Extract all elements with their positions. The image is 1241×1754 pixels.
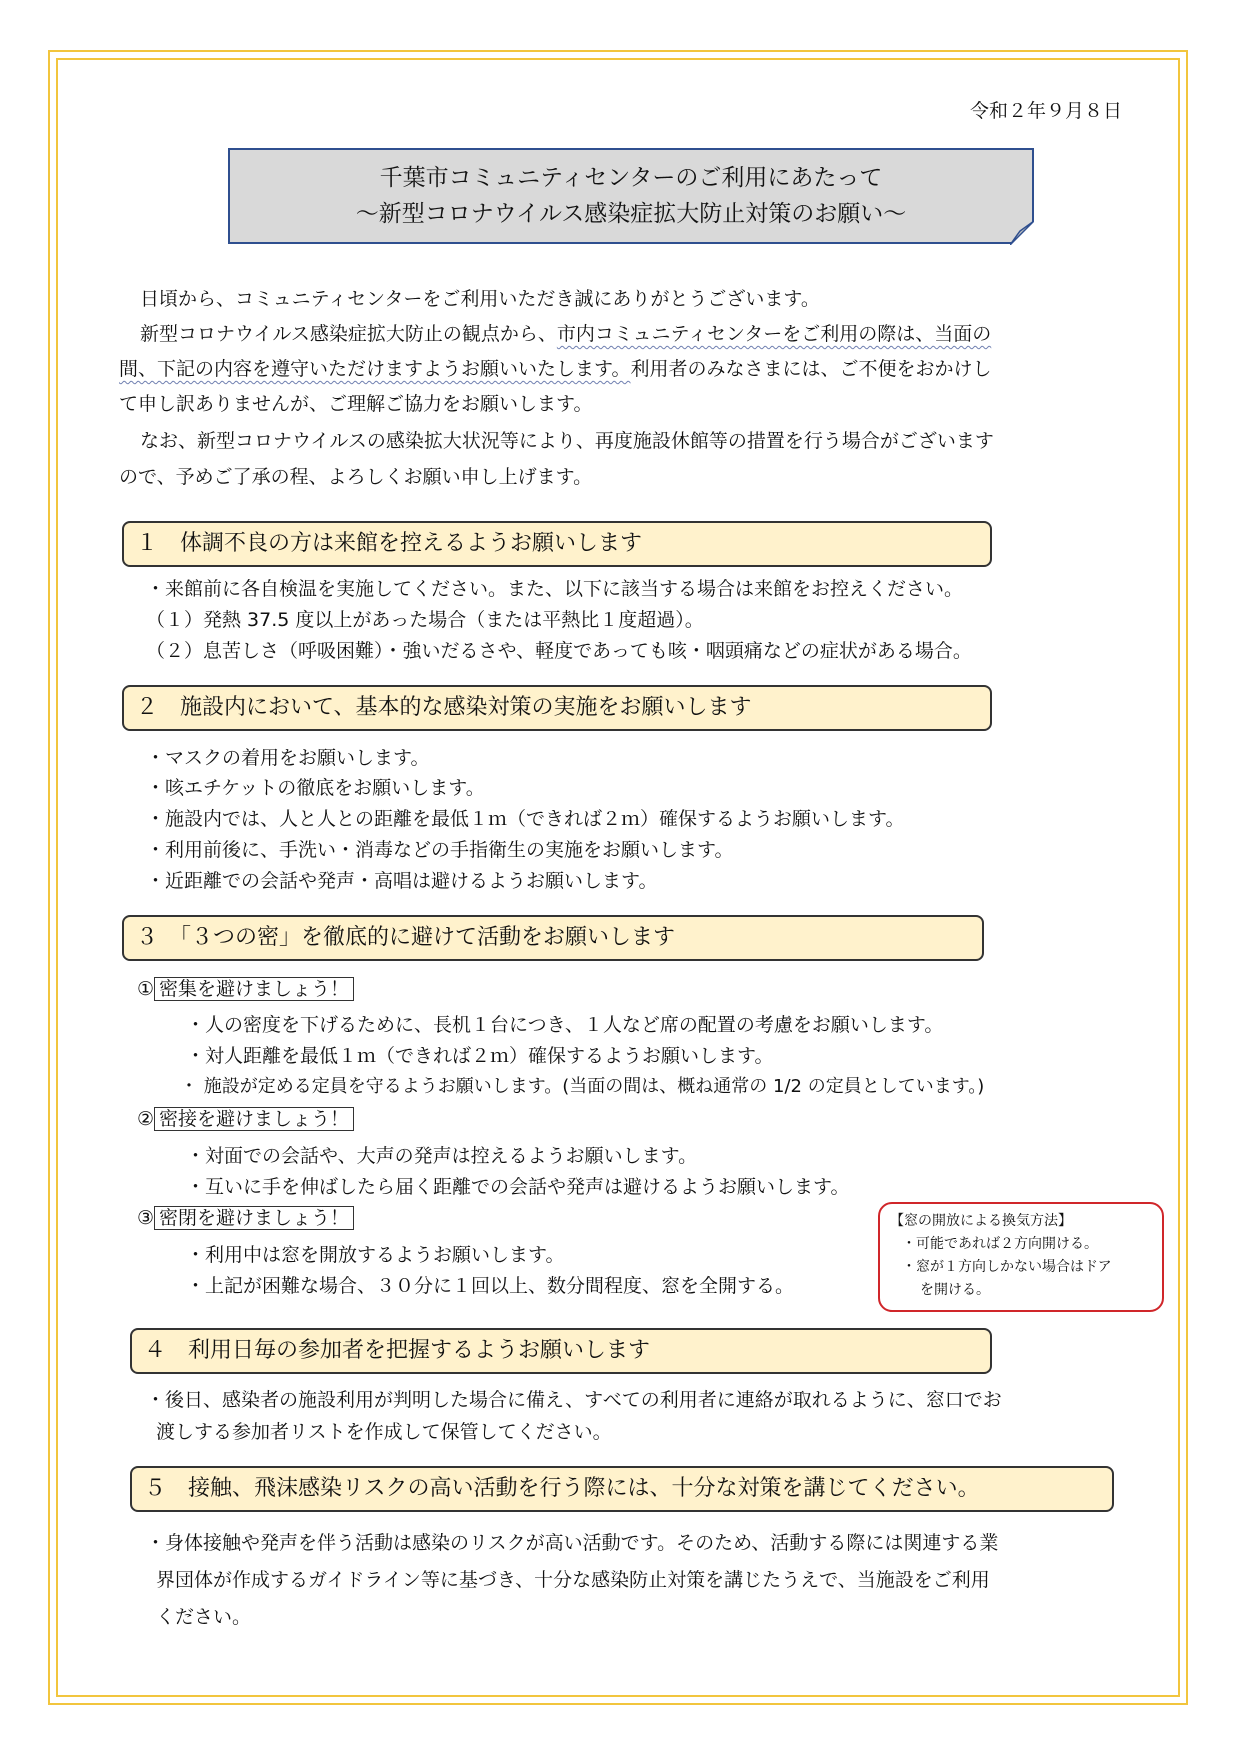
intro-p2b: 市内コミュニティセンターをご利用の際は、当面の — [556, 323, 992, 345]
section-2-line: ・マスクの着用をお願いします。 — [146, 747, 430, 769]
subsection-1-line: ・ 施設が定める定員を守るようお願いします。(当面の間は、概ね通常の 1/2 の定員としています。) — [180, 1076, 985, 1097]
date: 令和２年９月８日 — [969, 100, 1122, 122]
section-5-line: ・身体接触や発声を伴う活動は感染のリスクが高い活動です。そのため、活動する際には関連する業 — [146, 1532, 999, 1554]
subsection-2-line: ・互いに手を伸ばしたら届く距離での会話や発声は避けるようお願いします。 — [186, 1176, 850, 1198]
section-5-line: 界団体が作成するガイドライン等に基づき、十分な感染防止対策を講じたうえで、当施設をご利用 — [156, 1569, 990, 1591]
section-2-heading: ２ 施設内において、基本的な感染対策の実施をお願いします — [122, 685, 992, 731]
subsection-1-line: ・人の密度を下げるために、長机１台につき、１人など席の配置の考慮をお願いします。 — [186, 1014, 944, 1036]
section-1-heading: １ 体調不良の方は来館を控えるようお願いします — [122, 521, 992, 567]
subsection-3-label: 密閉を避けましょう！ — [154, 1206, 354, 1230]
intro-p2a: 新型コロナウイルス感染症拡大防止の観点から、 — [140, 323, 557, 345]
title-box — [228, 148, 1034, 244]
section-5-heading: ５ 接触、飛沫感染リスクの高い活動を行う際には、十分な対策を講じてください。 — [130, 1466, 1114, 1512]
title-line-2: ～新型コロナウイルス感染症拡大防止対策のお願い～ — [355, 201, 907, 227]
section-1-line: （２）息苦しさ（呼吸困難）・強いだるさや、軽度であっても咳・咽頭痛などの症状がある場合。 — [146, 640, 972, 662]
intro-p3a: なお、新型コロナウイルスの感染拡大状況等により、再度施設休館等の措置を行う場合がございます — [140, 430, 994, 452]
intro-p2-line1 — [140, 317, 991, 352]
subsection-3-num: ③ — [137, 1207, 155, 1229]
page-fold-icon — [1010, 221, 1034, 245]
intro-p2e: て申し訳ありませんが、ご理解ご協力をお願いします。 — [119, 393, 593, 415]
note-title: 【窓の開放による換気方法】 — [890, 1213, 1072, 1229]
section-3-heading: ３ 「３つの密」を徹底的に避けて活動をお願いします — [122, 915, 984, 961]
note-line: を開ける。 — [920, 1282, 990, 1298]
subsection-2-label: 密接を避けましょう！ — [154, 1107, 354, 1131]
section-2-line: ・利用前後に、手洗い・消毒などの手指衛生の実施をお願いします。 — [146, 839, 734, 861]
note-line: ・可能であれば２方向開ける。 — [902, 1236, 1098, 1252]
section-2-line: ・施設内では、人と人との距離を最低１ｍ（できれば２ｍ）確保するようお願いします。 — [146, 808, 905, 830]
section-1-line: （１）発熱 37.5 度以上があった場合（または平熱比１度超過）。 — [146, 609, 704, 631]
subsection-2 — [137, 1104, 354, 1134]
subsection-2-num: ② — [137, 1108, 155, 1130]
section-1-line: ・来館前に各自検温を実施してください。また、以下に該当する場合は来館をお控えください。 — [146, 578, 964, 600]
note-line: ・窓が１方向しかない場合はドア — [902, 1259, 1112, 1275]
section-5-line: ください。 — [156, 1606, 252, 1628]
intro-p2d: 利用者のみなさまには、ご不便をおかけし — [630, 358, 992, 380]
subsection-3-line: ・利用中は窓を開放するようお願いします。 — [186, 1244, 565, 1266]
subsection-1 — [137, 974, 354, 1004]
intro-p2c: 間、下記の内容を遵守いただけますようお願いいたします。 — [119, 358, 631, 380]
subsection-1-line: ・対人距離を最低１ｍ（できれば２ｍ）確保するようお願いします。 — [186, 1045, 774, 1067]
subsection-2-line: ・対面での会話や、大声の発声は控えるようお願いします。 — [186, 1145, 698, 1167]
subsection-1-num: ① — [137, 978, 155, 1000]
intro-p3b: ので、予めご了承の程、よろしくお願い申し上げます。 — [119, 466, 593, 488]
section-4-heading: ４ 利用日毎の参加者を把握するようお願いします — [130, 1328, 992, 1374]
intro-p2-line2 — [119, 352, 992, 387]
subsection-1-label: 密集を避けましょう！ — [154, 977, 354, 1001]
section-2-line: ・咳エチケットの徹底をお願いします。 — [146, 777, 485, 799]
section-4-line: ・後日、感染者の施設利用が判明した場合に備え、すべての利用者に連絡が取れるように、窓口でお — [146, 1389, 1002, 1411]
subsection-3-line: ・上記が困難な場合、３０分に１回以上、数分間程度、窓を全開する。 — [186, 1275, 795, 1297]
subsection-3 — [137, 1203, 354, 1233]
intro-p1: 日頃から、コミュニティセンターをご利用いただき誠にありがとうございます。 — [140, 288, 820, 310]
section-4-line: 渡しする参加者リストを作成して保管してください。 — [156, 1421, 612, 1443]
section-2-line: ・近距離での会話や発声・高唱は避けるようお願いします。 — [146, 870, 658, 892]
ventilation-note — [878, 1202, 1164, 1312]
title-line-1: 千葉市コミュニティセンターのご利用にあたって — [379, 165, 883, 191]
